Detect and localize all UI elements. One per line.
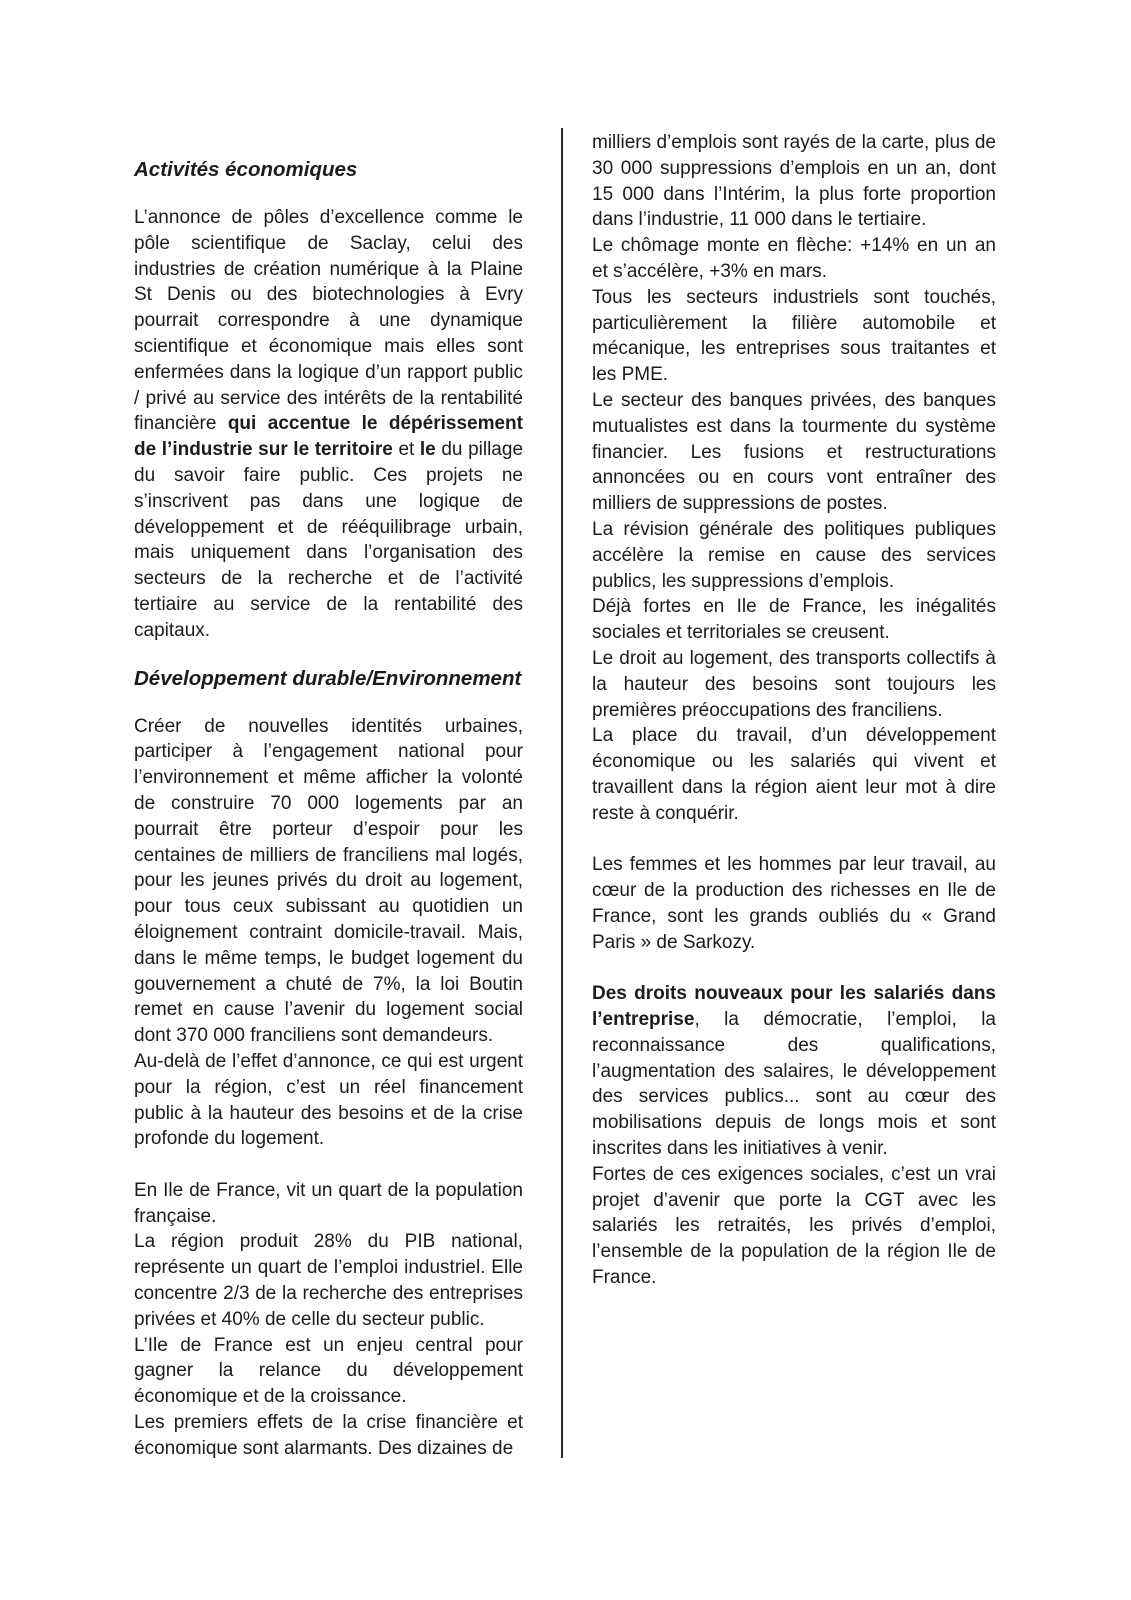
paragraph-effet-annonce: Au-delà de l’effet d’annonce, ce qui est urgent pour la région, c’est un réel financement public à la hauteur des besoins et de la crise profonde du logement. — [134, 1050, 523, 1150]
paragraph-enjeu-central: L’Ile de France est un enjeu central pour gagner la relance du développement économique et de la croissance. — [134, 1334, 523, 1408]
paragraph-pib: La région produit 28% du PIB national, représente un quart de l’emploi industriel. Elle concentre 2/3 de la recherche des entreprises privées et 40% de celle du secteur public. — [134, 1231, 523, 1330]
heading-activites-economiques: Activités économiques — [134, 158, 358, 181]
paragraph-secteurs-industriels: Tous les secteurs industriels sont touchés, particulièrement la filière automobile et mécanique, les entreprises sous traitantes et les PME. — [592, 286, 996, 386]
paragraph-identites-urbaines: Créer de nouvelles identités urbaines, participer à l’engagement national pour l’environnement et même afficher la volonté de construire 70 000 logements par an pourrait être porteur d’espoir pour les centaines de milliers de franciliens mal logés, pour les jeunes privés du droit au logement, pour tous ceux subissant au quotidien un éloignement contraint domicile-travail. Mais, dans le même temps, le budget logement du gouvernement a chuté de 7%, la loi Boutin remet en cause l’avenir du logement social dont 370 000 franciliens sont demandeurs. — [134, 715, 523, 1047]
paragraph-inegalites: Déjà fortes en Ile de France, les inégalités sociales et territoriales se creusent. — [592, 596, 996, 644]
text-span: , la démocratie, l’emploi, la reconnaissance des qualifications, l’augmentation des salaires, le développement des services publics... sont au cœur des mobilisations depuis de longs mois et sont inscrites dans les initiatives à venir. — [592, 1009, 996, 1160]
paragraph-poles-excellence — [134, 205, 523, 644]
right-column — [592, 130, 996, 1291]
paragraph-banques: Le secteur des banques privées, des banques mutualistes est dans la tourmente du système financier. Les fusions et restructurations annoncées ou en cours vont entraîner des milliers de suppressions de postes. — [592, 389, 996, 515]
paragraph-suppressions-emplois: milliers d’emplois sont rayés de la carte, plus de 30 000 suppressions d’emplois en un an, dont 15 000 dans l’Intérim, la plus forte proportion dans l’industrie, 11 000 dans le tertiaire. — [592, 132, 996, 231]
text-span: et — [392, 439, 420, 461]
paragraph-place-travail: La place du travail, d’un développement économique ou les salariés qui vivent et travaillent dans la région aient leur mot à dire reste à conquérir. — [592, 725, 996, 824]
bold-text: qui accentue le dépérissement de l’industrie sur le territoire — [134, 413, 523, 461]
paragraph-grand-paris: Les femmes et les hommes par leur travail, au cœur de la production des richesses en Ile de France, sont les grands oubliés du « Grand Paris » de Sarkozy. — [592, 854, 996, 953]
paragraph-revision-politiques: La révision générale des politiques publiques accélère la remise en cause des services publics, les suppressions d’emplois. — [592, 518, 996, 592]
heading-developpement-durable: Développement durable/Environnement — [134, 666, 522, 690]
paragraph-exigences-sociales: Fortes de ces exigences sociales, c’est un vrai projet d’avenir que porte la CGT avec les salariés les retraités, les privés d’emploi, l’ensemble de la population de la région Ile de France. — [592, 1163, 996, 1289]
paragraph-droit-logement: Le droit au logement, des transports collectifs à la hauteur des besoins sont toujours les premières préoccupations des franciliens. — [592, 647, 996, 721]
text-span: du pillage du savoir faire public. Ces projets ne s’inscrivent pas dans une logique de développement et de rééquilibrage urbain, mais uniquement dans l’organisation des secteurs de la recherche et de l’activité tertiaire au service de la rentabilité des capitaux. — [134, 439, 524, 641]
paragraph-chomage: Le chômage monte en flèche: +14% en un an et s’accélère, +3% en mars. — [592, 235, 996, 282]
bold-text: Des droits nouveaux pour les salariés dans l’entreprise — [592, 983, 996, 1031]
paragraph-droits-nouveaux — [592, 981, 996, 1162]
text-span: L’annonce de pôles d’excellence comme le pôle scientifique de Saclay, celui des industries de création numérique à la Plaine St Denis ou des biotechnologies à Evry pourrait correspondre à une dynamique scientifique et économique mais elles sont enfermées dans la logique d’un rapport public / privé au service des intérêts de la rentabilité financière — [134, 207, 523, 435]
column-divider — [561, 128, 563, 1458]
left-column — [134, 130, 523, 1462]
paragraph-premiers-effets: Les premiers effets de la crise financière et économique sont alarmants. Des dizaines de — [134, 1412, 523, 1459]
paragraph-population: En Ile de France, vit un quart de la population française. — [134, 1179, 523, 1227]
bold-text: le — [419, 439, 436, 461]
